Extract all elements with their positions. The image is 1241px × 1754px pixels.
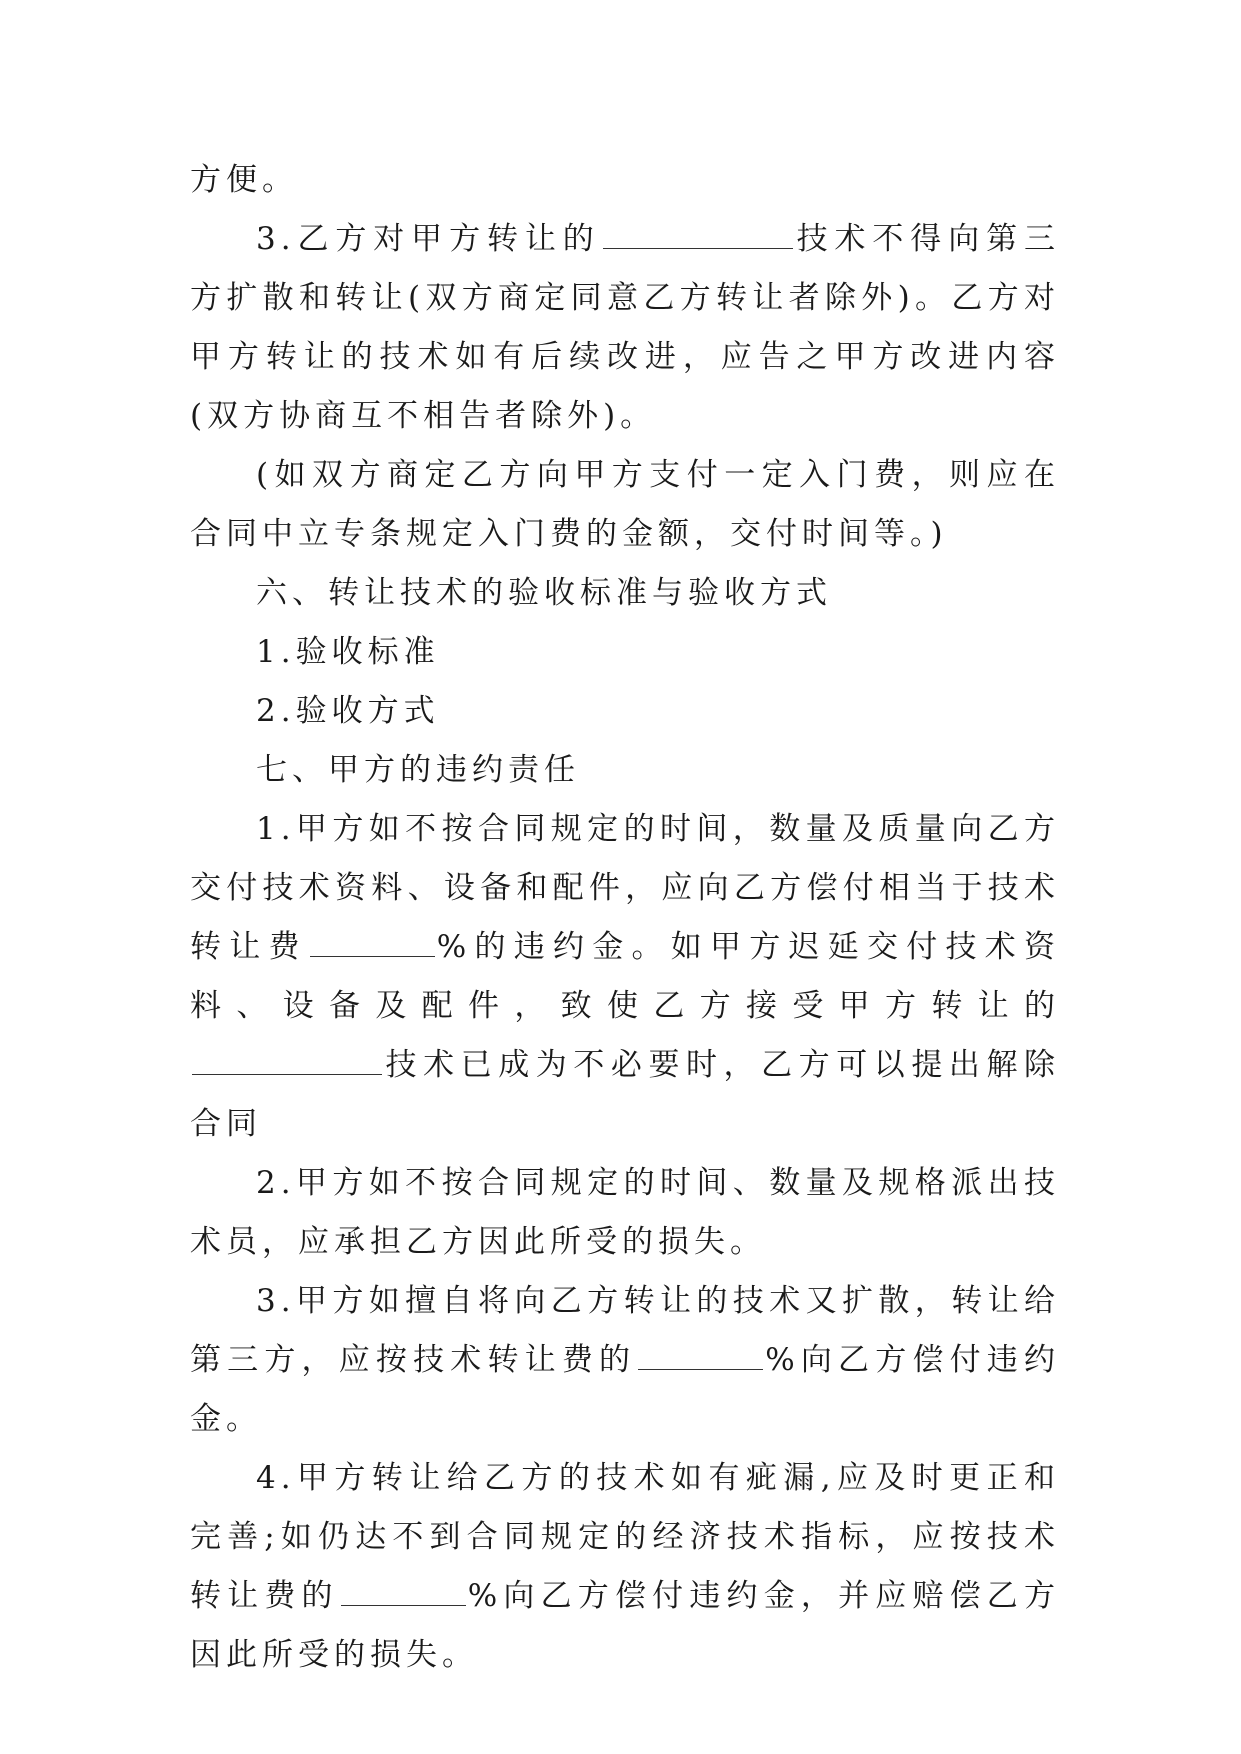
paragraph [190,623,1060,682]
paragraph-text: 六、转让技术的验收标准与验收方式 [256,575,832,611]
paragraph-text: %的违约金。如甲方迟延交付技术资料、设备及配件，致使乙方接受甲方转让的 [190,929,1060,1024]
paragraph-text: 1.验收标准 [256,634,440,670]
paragraph [190,1154,1060,1272]
fill-in-blank [638,1341,763,1370]
paragraph [190,151,1060,210]
paragraph [190,564,1060,623]
paragraph-text: 4.甲方转让给乙方的技术如有疵漏,应及时更正和完善;如仍达不到合同规定的经济技术指标，应按技术转让费的 [190,1460,1060,1614]
paragraph-text: %向乙方偿付违约金，并应赔偿乙方因此所受的损失。 [190,1578,1060,1673]
paragraph [190,800,1060,1154]
paragraph-text: 2.验收方式 [256,693,440,729]
paragraph [190,682,1060,741]
paragraph-text: 七、甲方的违约责任 [256,752,580,788]
fill-in-blank [192,1046,382,1075]
paragraph [190,741,1060,800]
paragraph [190,1272,1060,1449]
paragraph-text: 技术已成为不必要时，乙方可以提出解除合同 [190,1047,1060,1142]
paragraph [190,210,1060,446]
paragraph-text: %向乙方偿付违约金。 [190,1342,1060,1437]
fill-in-blank [341,1577,466,1606]
paragraph-text: 方便。 [190,162,298,198]
document-body [190,151,1060,1685]
fill-in-blank [603,220,793,249]
paragraph-text: 1.甲方如不按合同规定的时间，数量及质量向乙方交付技术资料、设备和配件，应向乙方偿付相当于技术转让费 [190,811,1060,965]
paragraph-text: 3.甲方如擅自将向乙方转让的技术又扩散，转让给第三方，应按技术转让费的 [190,1283,1060,1378]
paragraph-text: 2.甲方如不按合同规定的时间、数量及规格派出技术员，应承担乙方因此所受的损失。 [190,1165,1060,1260]
paragraph-text: (如双方商定乙方向甲方支付一定入门费，则应在合同中立专条规定入门费的金额，交付时间等。) [190,457,1060,552]
paragraph [190,1449,1060,1685]
fill-in-blank [310,928,435,957]
paragraph-text: 技术不得向第三方扩散和转让(双方商定同意乙方转让者除外)。乙方对甲方转让的技术如有后续改进，应告之甲方改进内容(双方协商互不相告者除外)。 [190,221,1061,434]
paragraph-text: 3.乙方对甲方转让的 [256,221,601,257]
paragraph [190,446,1060,564]
